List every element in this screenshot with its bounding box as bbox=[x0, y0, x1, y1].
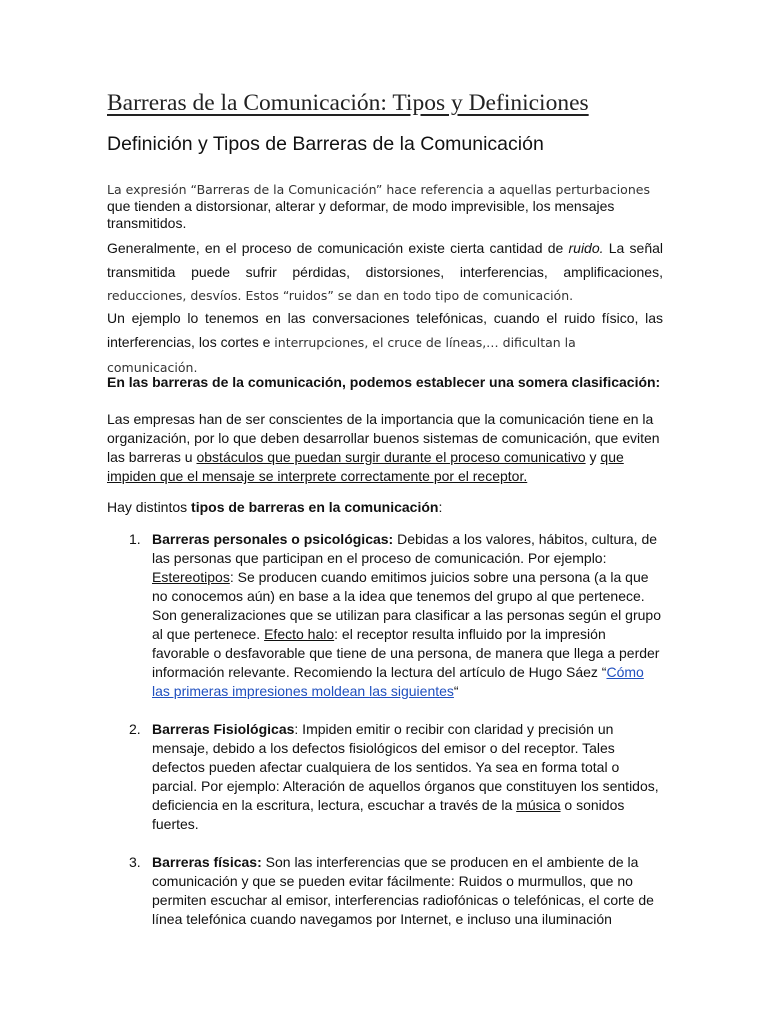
paragraph-companies bbox=[107, 410, 663, 486]
list-item-number: 2. bbox=[129, 721, 141, 737]
paragraph-example bbox=[107, 306, 663, 380]
noise-line3: reducciones, desvíos. Estos “ruidos” se dan en todo tipo de comunicación. bbox=[107, 288, 574, 303]
page-subtitle: Definición y Tipos de Barreras de la Comunicación bbox=[107, 133, 544, 155]
noise-line1-pre: Generalmente, en el proceso de comunicación existe cierta cantidad de bbox=[107, 240, 569, 256]
companies-text-a: Las empresas han de ser conscientes de la importancia que la comunicación tiene en la organización, por lo que deben desarrollar buenos sistemas de comunicación, que eviten las barreras u bbox=[107, 411, 660, 465]
list-item-text: o sonidos fuertes. bbox=[152, 797, 625, 832]
types-intro-pre: Hay distintos bbox=[107, 499, 192, 515]
intro-text-b: que tienden a distorsionar, alterar y deformar, de modo imprevisible, los mensajes transmitidos. bbox=[107, 198, 615, 231]
list-item-number: 1. bbox=[129, 531, 141, 547]
companies-text-b: y bbox=[585, 449, 601, 465]
noise-line1-italic: ruido. bbox=[568, 240, 604, 256]
list-item-text: “ bbox=[453, 683, 459, 699]
example-line2-a: interferencias, los cortes e bbox=[107, 334, 275, 350]
list-item-text: : el receptor resulta influido por la impresión favorable o desfavorable que tiene de una persona, de manera que llega a perder información relevante. Recomiendo la lectura del artículo de Hugo Sáez “ bbox=[152, 626, 660, 680]
page-title: Barreras de la Comunicación: Tipos y Definiciones bbox=[107, 90, 589, 116]
article-link[interactable]: Cómo las primeras impresiones moldean las siguientes bbox=[152, 664, 644, 699]
list-item-text: : Impiden emitir o recibir con claridad y precisión un mensaje, debido a los defectos fisiológicos del emisor o del receptor. Tales defectos pueden afectar cualquiera de los sentidos. Ya sea en forma total o parcial. Por ejemplo: Alteración de aquellos órganos que constituyen los sentidos, deficiencia en la escritura, lectura, escuchar a través de la bbox=[152, 721, 659, 813]
paragraph-intro bbox=[107, 181, 663, 232]
barrier-types-list bbox=[107, 530, 663, 929]
companies-underline-1: obstáculos que puedan surgir durante el proceso comunicativo bbox=[196, 449, 586, 465]
example-line2-b: interrupciones, el cruce de líneas,… dificultan la comunicación. bbox=[107, 335, 576, 375]
list-item bbox=[107, 720, 663, 834]
list-item bbox=[107, 853, 663, 929]
paragraph-noise bbox=[107, 236, 663, 308]
intro-text-a: La expresión “Barreras de la Comunicación” hace referencia a aquellas perturbaciones bbox=[107, 182, 650, 197]
list-item-title: Barreras personales o psicológicas: bbox=[152, 531, 394, 547]
list-item-text: Debidas a los valores, hábitos, cultura, de las personas que participan en el proceso de comunicación. Por ejemplo: bbox=[152, 531, 658, 566]
types-intro-bold: tipos de barreras en la comunicación bbox=[191, 499, 439, 515]
list-item bbox=[107, 530, 663, 701]
list-item-number: 3. bbox=[129, 854, 141, 870]
example-line1: Un ejemplo lo tenemos en las conversaciones telefónicas, cuando el ruido físico, las bbox=[107, 310, 663, 326]
list-item-underline: música bbox=[516, 797, 561, 813]
list-item-text: Son las interferencias que se producen en el ambiente de la comunicación y que se pueden evitar fácilmente: Ruidos o murmullos, que no permiten escuchar al emisor, interferencias radiofónicas o telefónicas, el corte de línea telefónica cuando navegamos por Internet, e incluso una iluminación bbox=[152, 854, 654, 927]
list-item-text: : Se producen cuando emitimos juicios sobre una persona (a la que no conocemos aún) en base a la idea que tenemos del grupo al que pertenece. Son generalizaciones que se utilizan para clasificar a las personas según el grupo al que pertenece. bbox=[152, 569, 661, 642]
companies-underline-2: que impiden que el mensaje se interprete correctamente por el receptor. bbox=[107, 449, 624, 484]
list-item-underline: Efecto halo bbox=[264, 626, 335, 642]
noise-line2: transmitida puede sufrir pérdidas, distorsiones, interferencias, amplificaciones, bbox=[107, 264, 663, 280]
list-item-underline: Estereotipos bbox=[152, 569, 230, 585]
classification-heading: En las barreras de la comunicación, podemos establecer una somera clasificación: bbox=[107, 374, 661, 390]
list-item-title: Barreras Fisiológicas bbox=[152, 721, 295, 737]
types-intro-post: : bbox=[438, 499, 443, 515]
paragraph-types-intro bbox=[107, 499, 663, 516]
list-item-title: Barreras físicas: bbox=[152, 854, 262, 870]
noise-line1-post: La señal bbox=[603, 240, 663, 256]
